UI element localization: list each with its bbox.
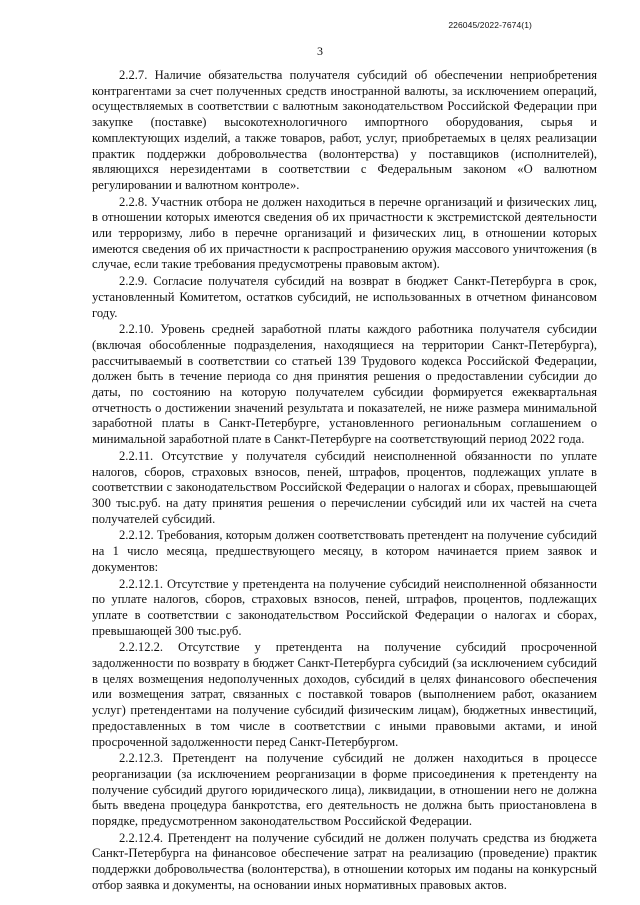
paragraph-2-2-10: 2.2.10. Уровень средней заработной платы каждого работника получателя субсидии (включая обособленные подразделения, находящиеся на территории Санкт-Петербурга), рассчитываемый в соответствии со статьей 139 Трудового кодекса Российской Федерации, должен быть в течение периода со дня принятия решения о предоставлении субсидии до даты, по состоянию на которую получателем субсидии формируется ежеквартальная отчетность о достижении значений результата и показателей, не ниже размера минимальной заработной платы в Санкт-Петербурге, установленного региональным соглашением о минимальной заработной плате в Санкт-Петербурге на соответствующий период 2022 года. — [92, 322, 597, 447]
page-number: 3 — [317, 44, 323, 58]
paragraph-2-2-12-4: 2.2.12.4. Претендент на получение субсидий не должен получать средства из бюджета Санкт-Петербурга на финансовое обеспечение затрат на реализацию (проведение) практик поддержки добровольчества (волонтерства), в отношении которых им поданы на конкурсный отбор заявка и документы, на основании иных нормативных правовых актов. — [92, 830, 597, 892]
document-registration-number: 226045/2022-7674(1) — [448, 20, 532, 30]
paragraph-2-2-12-1: 2.2.12.1. Отсутствие у претендента на получение субсидий неисполненной обязанности по уплате налогов, сборов, страховых взносов, пеней, штрафов, процентов, подлежащих уплате в соответствии с законодательством Российской Федерации о налогах и сборах, превышающей 300 тыс.руб. — [92, 576, 597, 638]
paragraph-2-2-9: 2.2.9. Согласие получателя субсидий на возврат в бюджет Санкт-Петербурга в срок, установленный Комитетом, остатков субсидий, не использованных в отчетном финансовом году. — [92, 274, 597, 320]
paragraph-2-2-8: 2.2.8. Участник отбора не должен находиться в перечне организаций и физических лиц, в отношении которых имеются сведения об их причастности к экстремистской деятельности или терроризму, либо в перечне организаций и физических лиц, в отношении которых имеются сведения об их причастности к распространению оружия массового уничтожения (в случае, если такие требования предусмотрены правовым актом). — [92, 194, 597, 272]
paragraph-2-2-12-2: 2.2.12.2. Отсутствие у претендента на получение субсидий просроченной задолженности по возврату в бюджет Санкт-Петербурга субсидий (за исключением субсидий в целях возмещения недополученных доходов, субсидий в целях финансового обеспечения или возмещения затрат, связанных с поставкой товаров (выполнением работ, оказанием услуг) претендентами на получение субсидий физическим лицам), бюджетных инвестиций, предоставленных в том числе в соответствии с иными правовыми актами, и иной просроченной задолженности перед Санкт-Петербургом. — [92, 640, 597, 749]
paragraph-2-2-7: 2.2.7. Наличие обязательства получателя субсидий об обеспечении неприобретения контрагентами за счет полученных средств иностранной валюты, за исключением операций, осуществляемых в соответствии с валютным законодательством Российской Федерации при закупке (поставке) высокотехнологичного импортного оборудования, сырья и комплектующих изделий, а также товаров, работ, услуг, приобретаемых в целях реализации практик поддержки добровольчества (волонтерства) у поставщиков (исполнителей), являющихся нерезидентами в соответствии с Федеральным законом «О валютном регулировании и валютном контроле». — [92, 68, 597, 192]
document-body — [92, 68, 597, 895]
paragraph-2-2-12-3: 2.2.12.3. Претендент на получение субсидий не должен находиться в процессе реорганизации (за исключением реорганизации в форме присоединения к претенденту на получение субсидий другого юридического лица), ликвидации, в отношении него не должна быть введена процедура банкротства, его деятельность не должна быть приостановлена в порядке, предусмотренном законодательством Российской Федерации. — [92, 751, 597, 829]
paragraph-2-2-11: 2.2.11. Отсутствие у получателя субсидий неисполненной обязанности по уплате налогов, сборов, страховых взносов, пеней, штрафов, процентов, подлежащих уплате в соответствии с законодательством Российской Федерации о налогах и сборах, превышающей 300 тыс.руб. на дату принятия решения о перечислении субсидий или их частей на счета получателей субсидий. — [92, 448, 597, 526]
paragraph-2-2-12: 2.2.12. Требования, которым должен соответствовать претендент на получение субсидий на 1 число месяца, предшествующего месяцу, в котором начинается прием заявок и документов: — [92, 528, 597, 574]
